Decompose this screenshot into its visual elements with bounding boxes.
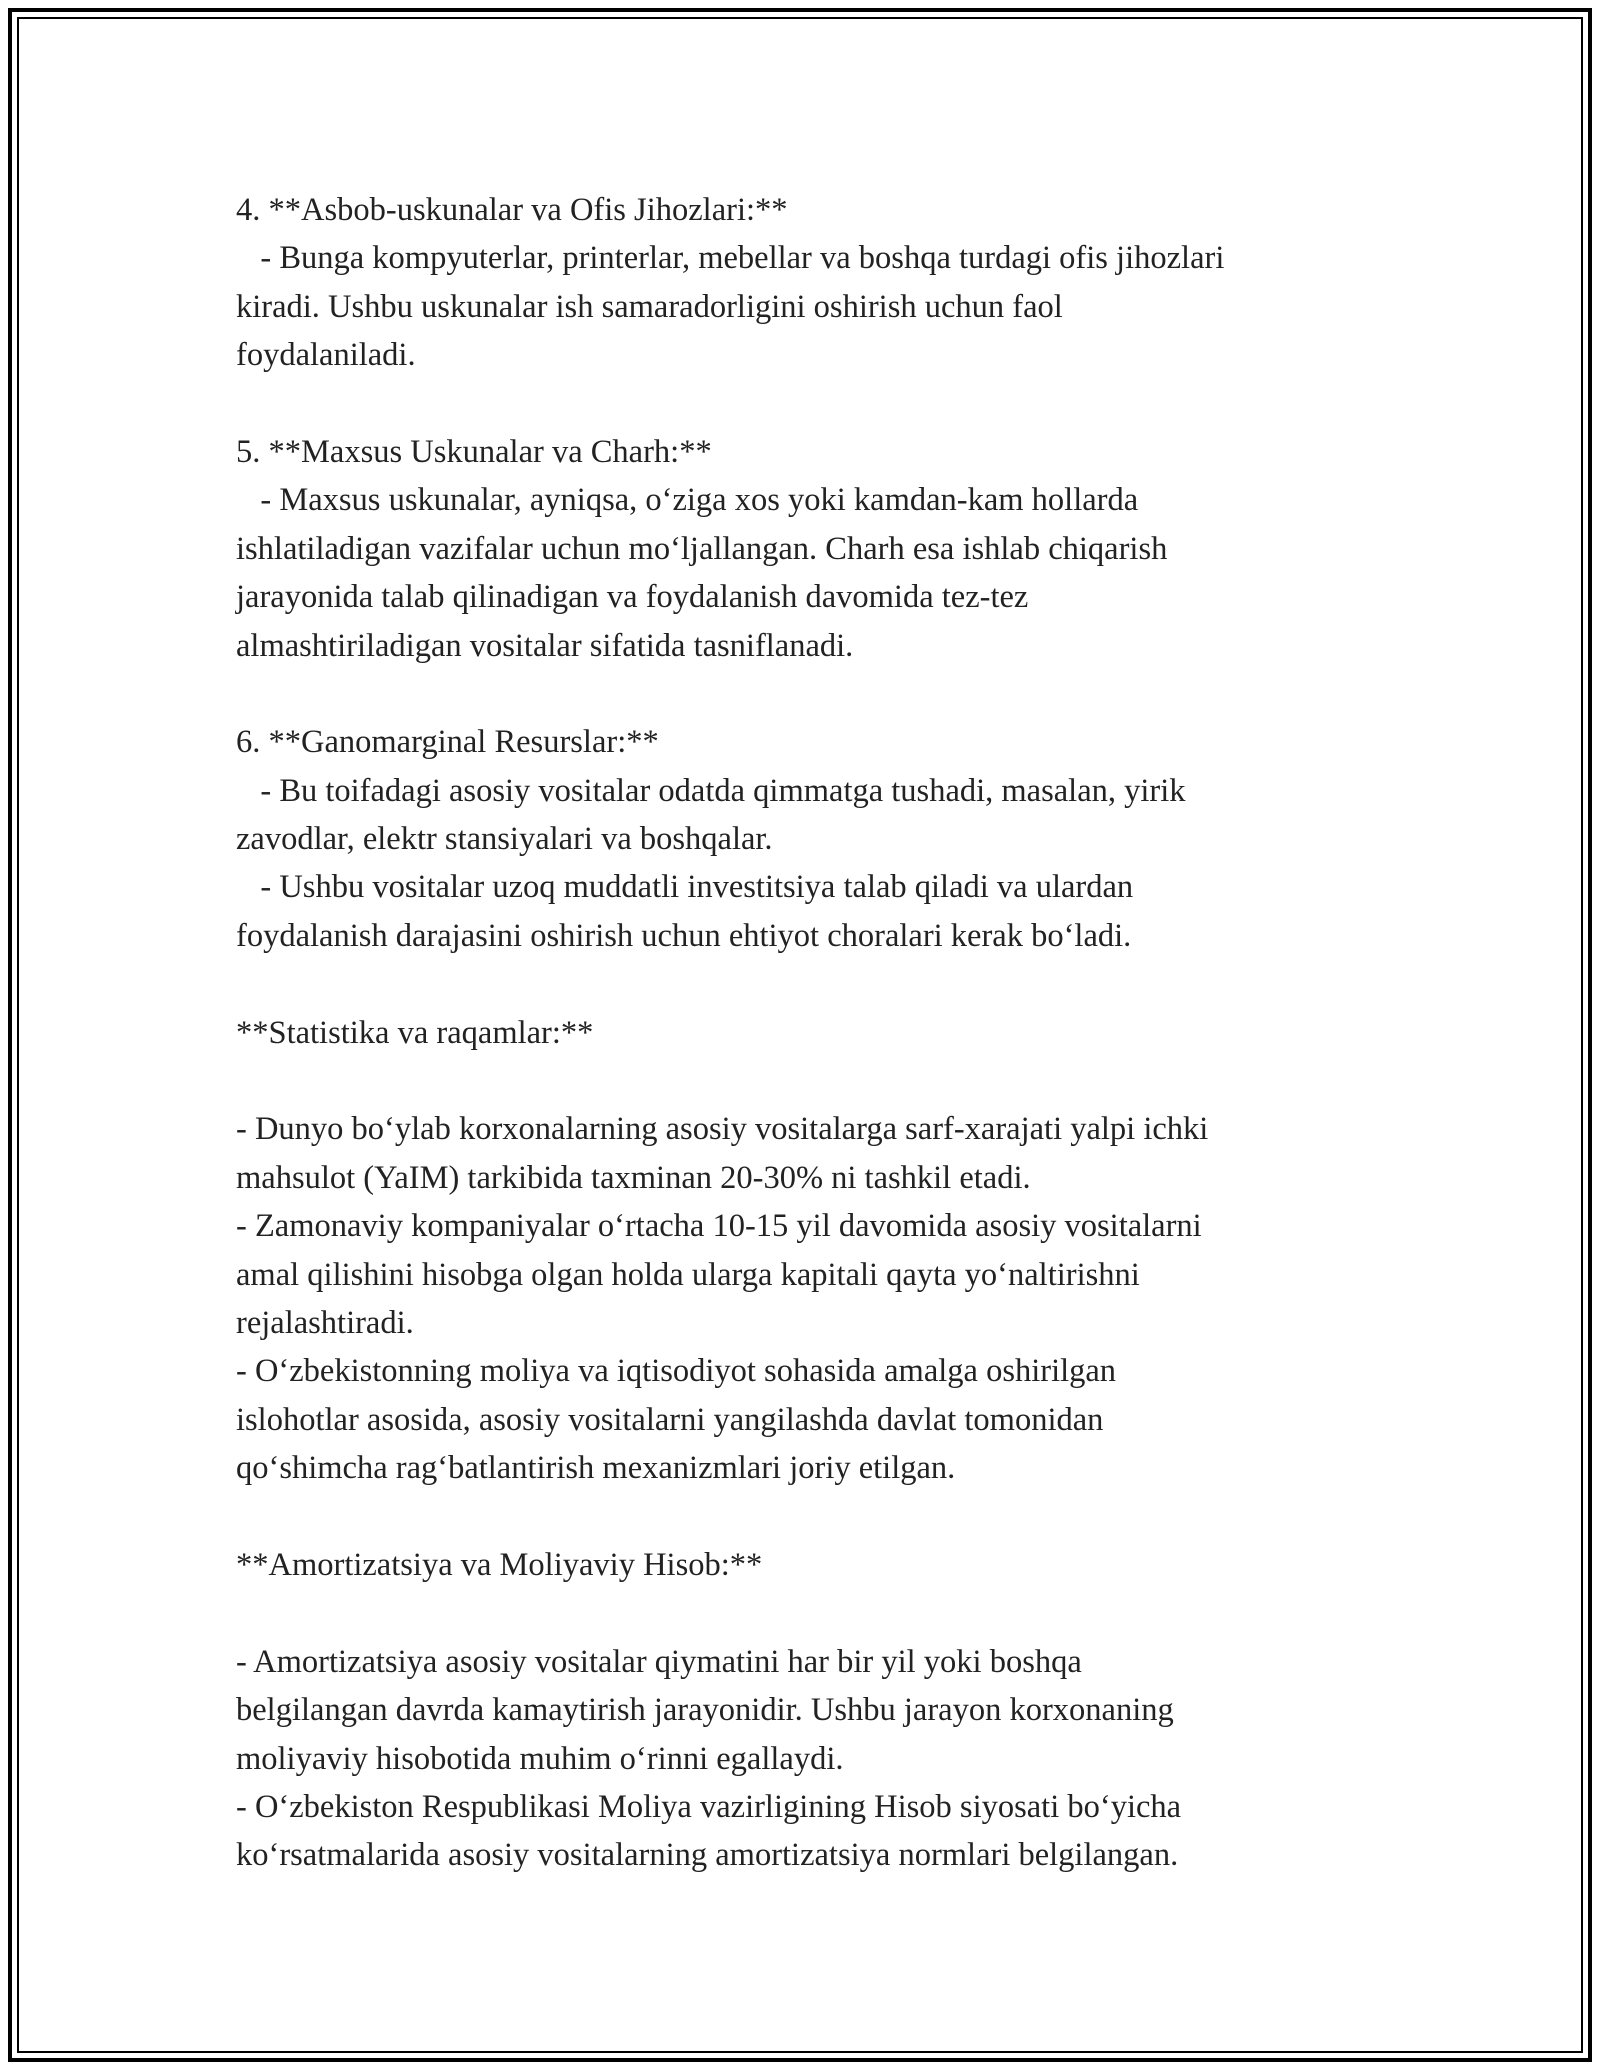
section-4-heading: 4. **Asbob-uskunalar va Ofis Jihozlari:** (236, 192, 788, 228)
text-line: qo‘shimcha rag‘batlantirish mexanizmlari joriy etilgan. (236, 1450, 956, 1487)
amortization-heading: **Amortizatsiya va Moliyaviy Hisob:** (236, 1546, 763, 1583)
text-line: kiradi. Ushbu uskunalar ish samaradorligini oshirish uchun faol (236, 288, 1063, 325)
blank-line (236, 1589, 1386, 1637)
text-line: ko‘rsatmalarida asosiy vositalarning amortizatsiya normlari belgilangan. (236, 1837, 1179, 1874)
text-line: almashtiriladigan vositalar sifatida tasniflanadi. (236, 627, 854, 664)
text-line: - Amortizatsiya asosiy vositalar qiymatini har bir yil yoki boshqa (236, 1643, 1082, 1680)
statistics-heading: **Statistika va raqamlar:** (236, 1014, 594, 1051)
blank-line (236, 380, 1386, 428)
text-line: ishlatiladigan vazifalar uchun mo‘ljallangan. Charh esa ishlab chiqarish (236, 530, 1168, 567)
text-line: mahsulot (YaIM) tarkibida taxminan 20-30% ni tashkil etadi. (236, 1159, 1031, 1196)
text-line: - Bunga kompyuterlar, printerlar, mebellar va boshqa turdagi ofis jihozlari (236, 240, 1225, 277)
text-line: - Bu toifadagi asosiy vositalar odatda qimmatga tushadi, masalan, yirik (236, 772, 1186, 809)
document-body (236, 186, 1386, 1880)
text-line: - O‘zbekistonning moliya va iqtisodiyot sohasida amalga oshirilgan (236, 1353, 1117, 1390)
text-line: islohotlar asosida, asosiy vositalarni yangilashda davlat tomonidan (236, 1401, 1104, 1438)
text-line: belgilangan davrda kamaytirish jarayonidir. Ushbu jarayon korxonaning (236, 1692, 1174, 1729)
blank-line (236, 1057, 1386, 1105)
text-line: moliyaviy hisobotida muhim o‘rinni egallaydi. (236, 1740, 844, 1777)
section-6-heading: 6. **Ganomarginal Resurslar:** (236, 724, 659, 761)
text-line: zavodlar, elektr stansiyalari va boshqalar. (236, 821, 773, 858)
text-line: - Dunyo bo‘ylab korxonalarning asosiy vositalarga sarf-xarajati yalpi ichki (236, 1111, 1209, 1148)
text-line: - Zamonaviy kompaniyalar o‘rtacha 10-15 yil davomida asosiy vositalarni (236, 1208, 1202, 1245)
text-line: - Ushbu vositalar uzoq muddatli investitsiya talab qiladi va ulardan (236, 869, 1134, 906)
text-line: rejalashtiradi. (236, 1304, 414, 1341)
blank-line (236, 960, 1386, 1008)
blank-line (236, 1493, 1386, 1541)
blank-line (236, 670, 1386, 718)
text-line: jarayonida talab qilinadigan va foydalanish davomida tez-tez (236, 579, 1029, 616)
text-line: - Maxsus uskunalar, ayniqsa, o‘ziga xos yoki kamdan-kam hollarda (236, 482, 1139, 519)
text-line: amal qilishini hisobga olgan holda ularga kapitali qayta yo‘naltirishni (236, 1256, 1140, 1293)
section-5-heading: 5. **Maxsus Uskunalar va Charh:** (236, 433, 712, 470)
text-line: foydalanish darajasini oshirish uchun ehtiyot choralari kerak bo‘ladi. (236, 917, 1132, 954)
text-line: - O‘zbekiston Respublikasi Moliya vazirligining Hisob siyosati bo‘yicha (236, 1788, 1182, 1825)
text-line: foydalaniladi. (236, 337, 416, 374)
